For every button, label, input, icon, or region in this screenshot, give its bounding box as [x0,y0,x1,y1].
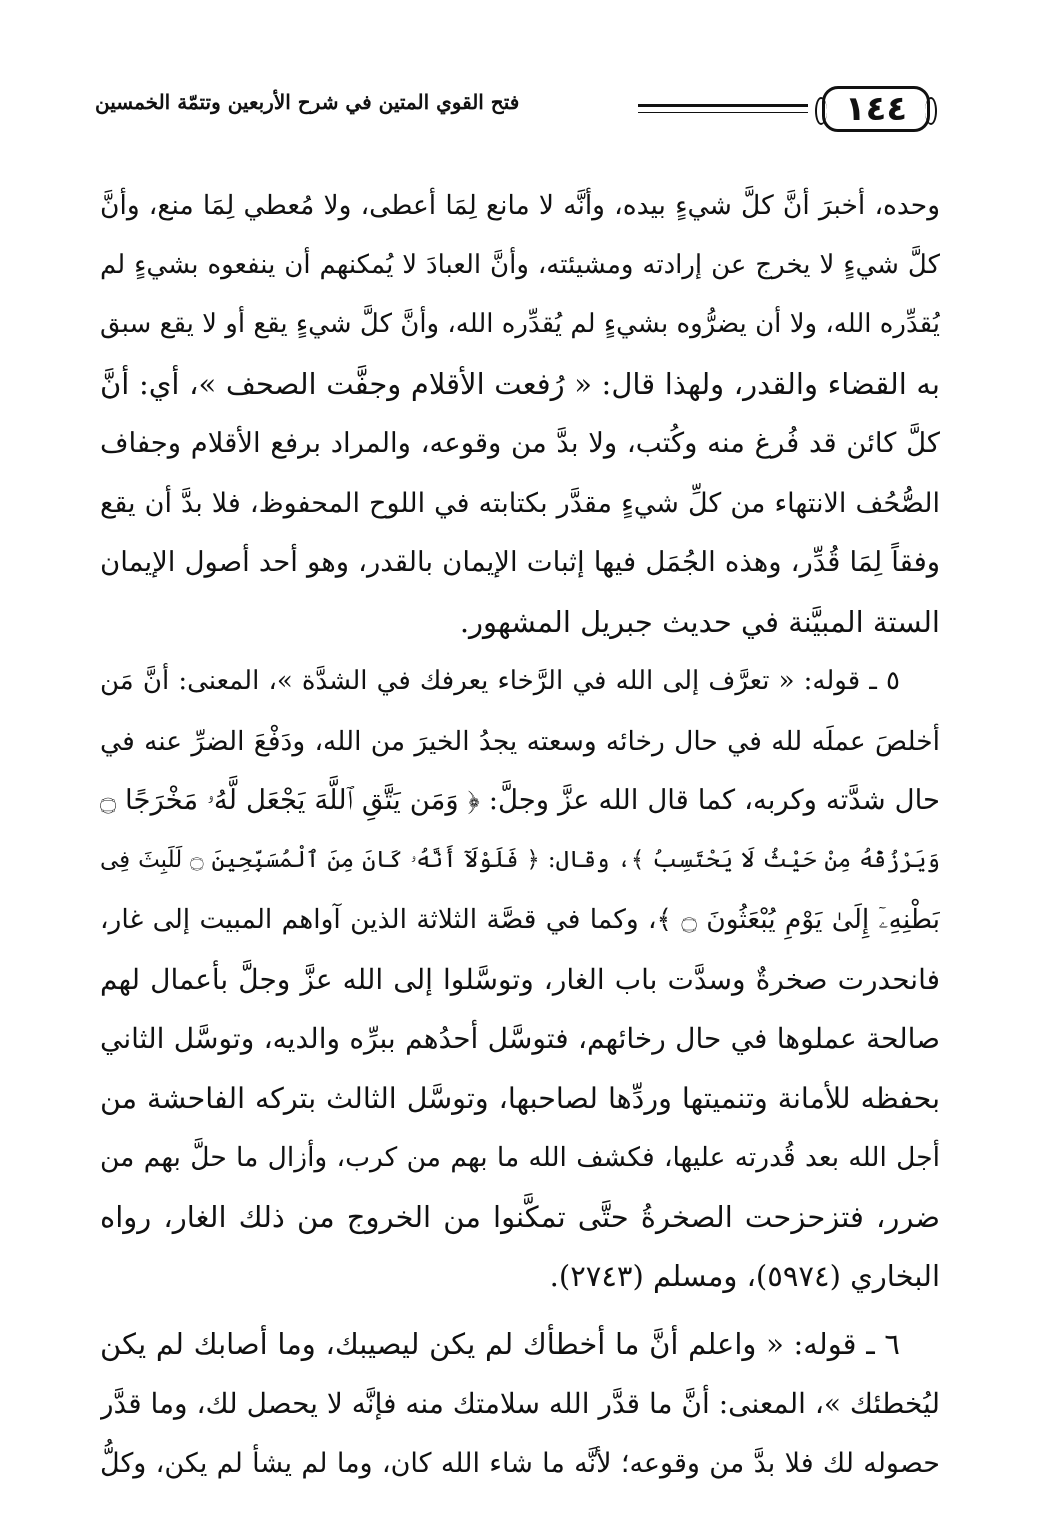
page-header [95,84,930,136]
text-line: الستة المبيَّنة في حديث جبريل المشهور. [459,604,940,639]
text-line: فانحدرت صخرةٌ وسدَّت باب الغار، وتوسَّلوا إلى الله عزَّ وجلَّ بأعمال لهم [100,962,940,996]
text-line: البخاري (٥٩٧٤)، ومسلم (٢٧٤٣). [549,1259,940,1293]
text-line: بَطْنِهِۦٓ إِلَىٰ يَوْمِ يُبْعَثُونَ ۝ ﴾، وكما في قصَّة الثلاثة الذين آواهم المبيت إلى غار، [100,904,940,935]
book-title: فتح القوي المتين في شرح الأربعين وتتمّة الخمسين [95,90,520,114]
text-line: وفقاً لِمَا قُدِّر، وهذه الجُمَل فيها إثبات الإيمان بالقدر، وهو أحد أصول الإيمان [100,546,940,578]
text-line: ٦ ـ قوله: « واعلم أنَّ ما أخطأك لم يكن ليصيبك، وما أصابك لم يكن [100,1326,900,1361]
text-line: أخلصَ عملَه لله في حال رخائه وسعته يجدُ الخيرَ من الله، ودَفْعَ الضرِّ عنه في [100,725,940,757]
text-line: حال شدَّته وكربه، كما قال الله عزَّ وجلَّ: ﴿ وَمَن يَتَّقِ ٱللَّهَ يَجْعَل لَّهُۥ مَخْرَجًا ۝ [100,784,940,816]
text-line: به القضاء والقدر، ولهذا قال: « رُفعت الأقلام وجفَّت الصحف »، أي: أنَّ [100,366,940,401]
text-line: الصُّحُف الانتهاء من كلِّ شيءٍ مقدَّر بكتابته في اللوح المحفوظ، فلا بدَّ أن يقع [100,487,940,519]
text-line: وَيَرْزُقْهُ مِنْ حَيْثُ لَا يَحْتَسِبُ ﴾، وقال: ﴿ فَلَوْلَآ أَنَّهُۥ كَانَ مِنَ ٱلْمُسَبِّحِينَ ۝ لَلَبِثَ فِى [100,846,940,873]
text-line: حصوله لك فلا بدَّ من وقوعه؛ لأنَّه ما شاء الله كان، وما لم يشأ لم يكن، وكلُّ [100,1447,940,1479]
page-number: ١٤٤ [822,86,930,132]
paragraph-gap [100,1307,940,1315]
text-line: كلَّ شيءٍ لا يخرج عن إرادته ومشيئته، وأنَّ العبادَ لا يُمكنهم أن ينفعوه بشيءٍ لم [100,249,940,280]
text-line: ليُخطئك »، المعنى: أنَّ ما قدَّر الله سلامتك منه فإنَّه لا يحصل لك، وما قدَّر [100,1387,940,1420]
text-line: وحده، أخبرَ أنَّ كلَّ شيءٍ بيده، وأنَّه لا مانع لِمَا أعطى، ولا مُعطي لِمَا منع، وأنَّ [100,190,940,221]
text-line: يُقدِّره الله، ولا أن يضرُّوه بشيءٍ لم يُقدِّره الله، وأنَّ كلَّ شيءٍ يقع أو لا يقع سبق [100,309,940,339]
body-text [100,176,940,1493]
header-rule [638,104,808,113]
text-line: كلَّ كائن قد فُرغ منه وكُتب، ولا بدَّ من وقوعه، والمراد برفع الأقلام وجفاف [100,427,940,459]
text-line: صالحة عملوها في حال رخائهم، فتوسَّل أحدُهم ببرِّه والديه، وتوسَّل الثاني [100,1022,940,1055]
text-line: ٥ ـ قوله: « تعرَّف إلى الله في الرَّخاء يعرفك في الشدَّة »، المعنى: أنَّ مَن [100,666,900,696]
text-line: بحفظه للأمانة وتنميتها وردِّها لصاحبها، وتوسَّل الثالث بتركه الفاحشة من [100,1081,940,1115]
text-line: ضرر، فتزحزحت الصخرةُ حتَّى تمكَّنوا من الخروج من ذلك الغار، رواه [100,1199,940,1234]
text-line: أجل الله بعد قُدرته عليها، فكشف الله ما بهم من كرب، وأزال ما حلَّ بهم من [100,1142,940,1173]
